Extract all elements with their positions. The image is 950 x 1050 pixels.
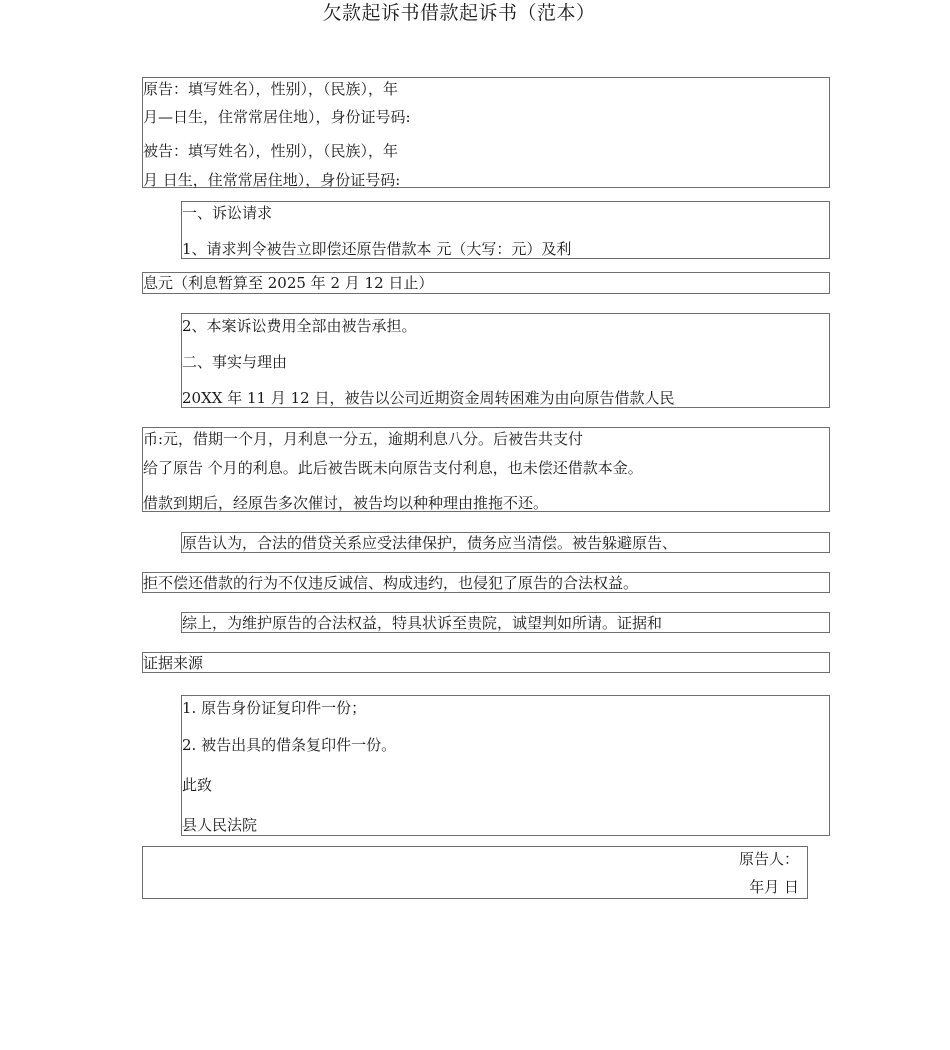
claim-item-2: 2、本案诉讼费用全部由被告承担。	[182, 317, 417, 335]
claim-item-1-cont-block	[142, 272, 830, 294]
facts-para2-line1: 原告认为，合法的借贷关系应受法律保护，债务应当清偿。被告躲避原告、	[182, 534, 678, 552]
facts-para1-line2: 币:元，借期一个月，月利息一分五，逾期利息八分。后被告共支付	[143, 430, 584, 448]
document-title: 欠款起诉书借款起诉书（范本）	[322, 2, 596, 24]
facts-para1-block	[142, 427, 830, 512]
defendant-line-1: 被告：填写姓名），性别），（民族），年	[143, 142, 399, 160]
facts-para3-line1: 综上，为维护原告的合法权益，特具状诉至贵院，诚望判如所请。证据和	[182, 614, 663, 632]
defendant-line-2: 月 日生，住常常居住地），身份证号码:	[143, 171, 401, 189]
closing-salutation: 此致	[182, 776, 213, 794]
closing-court: 县人民法院	[182, 816, 258, 834]
claim-item-1: 1、请求判令被告立即偿还原告借款本 元（大写：元）及利	[182, 240, 572, 258]
facts-heading: 二、事实与理由	[182, 353, 288, 371]
facts-para3-line2-block	[142, 652, 830, 673]
signature-block	[142, 846, 808, 899]
plaintiff-line-2: 月—日生，住常常居住地），身份证号码:	[143, 108, 411, 126]
facts-para1-line4: 借款到期后，经原告多次催讨，被告均以种种理由推拖不还。	[143, 494, 549, 512]
claims-heading: 一、诉讼请求	[182, 204, 273, 222]
claim-facts-block	[181, 313, 830, 408]
evidence-item-2: 2. 被告出具的借条复印件一份。	[182, 736, 397, 754]
claim-item-1-cont: 息元（利息暂算至 2025 年 2 月 12 日止）	[143, 274, 434, 292]
facts-para2-line2: 拒不偿还借款的行为不仅违反诚信、构成违约，也侵犯了原告的合法权益。	[143, 574, 639, 592]
parties-block	[142, 77, 830, 188]
plaintiff-line-1: 原告：填写姓名），性别），（民族），年	[143, 80, 399, 98]
facts-para2-line1-block	[181, 532, 830, 553]
claims-block	[181, 201, 830, 259]
facts-para1-line1: 20XX 年 11 月 12 日，被告以公司近期资金周转困难为由向原告借款人民	[182, 389, 675, 407]
plaintiff-signature-label: 原告人：	[738, 850, 799, 868]
evidence-block	[181, 695, 830, 836]
signature-date: 年月 日	[749, 878, 799, 896]
facts-para2-line2-block	[142, 572, 830, 593]
facts-para3-line1-block	[181, 612, 830, 633]
facts-para1-line3: 给了原告 个月的利息。此后被告既未向原告支付利息，也未偿还借款本金。	[143, 459, 643, 477]
evidence-item-1: 1. 原告身份证复印件一份；	[182, 699, 367, 717]
facts-para3-line2: 证据来源	[143, 654, 204, 672]
